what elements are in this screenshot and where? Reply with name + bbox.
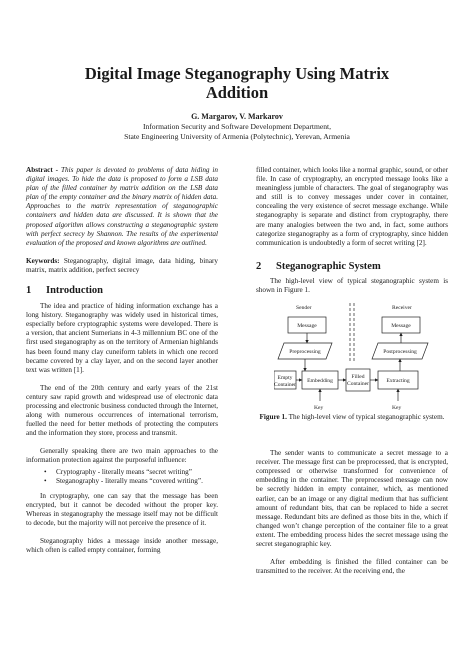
abstract-text: This paper is devoted to problems of data hiding in digital images. To hide the data is proposed to form a LSB data plan of the filled container by matrix addition on the LSB data plan of the empty container and the binary matrix of hidden data. Approaches to the matrix representation of steganographic containers and hidden data are discussed. It is shown that the proposed algorithm allows constructing a steganographic system with perfect secrecy by Shannon. The results of the experimental evaluation of the proposed and known algorithms are outlined. [26, 166, 219, 247]
postprocessing-label: Postprocessing [383, 349, 417, 356]
empty-container-label-2: Container [274, 382, 297, 389]
author-names: G. Margarov, V. Markarov [191, 112, 283, 121]
affiliation-line-2: State Engineering University of Armenia (Polytechnic), Yerevan, Armenia [124, 132, 350, 141]
section-number: 2 [256, 260, 262, 272]
caption-label: Figure 1. [259, 413, 287, 422]
keywords-label: Keywords: [26, 256, 60, 265]
intro-paragraph-4: In cryptography, one can say that the message has been encrypted, but it cannot be decoded without the proper key. Whereas in steganography the message itself may not be difficult to decode, but the majority will not perceive the presence of it. [26, 491, 218, 527]
key-label-receiver: Key [392, 405, 402, 412]
filled-container-label-2: Container [346, 381, 370, 388]
section-heading-steganographic-system [256, 260, 448, 273]
section-title: Introduction [46, 285, 103, 297]
figure-1 [256, 301, 448, 439]
section-title: Steganographic System [276, 260, 381, 272]
intro-paragraph-2: The end of the 20th century and early years of the 21st century saw rapid growth and widespread use of electronic data processing and electronic business conducted through the Internet, along with numerous occurrences of international terrorism, fuelled the need for better methods of protecting the computers and the information they store, process and transmit. [26, 383, 218, 438]
sender-label: Sender [296, 305, 312, 312]
affiliation-line-1: Information Security and Software Development Department, [142, 122, 332, 131]
intro-paragraph-3: Generally speaking there are two main approaches to the information protection against the purposeful influence: [26, 447, 218, 465]
message-label-sender: Message [297, 323, 317, 330]
extracting-label: Extracting [386, 378, 410, 385]
continued-paragraph: filled container, which looks like a normal graphic, sound, or other file. In case of cryptography, an encrypted message looks like a meaningless jumble of characters. The goal of steganography was and still is to convey messages under cover in container, concealing the very existence of secret message exchange. While steganography is separate and distinct from cryptography, there are many analogies between the two and, in fact, some authors categorize steganography as a form of cryptography, since hidden communication is undoubtedly a form of secret writing [2]. [256, 166, 448, 247]
figure-caption [256, 413, 448, 422]
list-item: • Cryptography - literally means “secret writing” [56, 468, 218, 477]
section-number: 1 [26, 285, 32, 297]
left-column [26, 166, 218, 555]
author-block [40, 112, 434, 142]
system-paragraph-2: The sender wants to communicate a secret message to a receiver. The message first can be preprocessed, that is encrypted, compressed or otherwise transformed for convenience of embedding in the container. The preprocessed message can now be secretly hidden in empty container, which, as mentioned earlier, can be an image or any digital medium that has sufficient amount of redundant bits, that can be replaced to hide a secret message. Redundant bits are defined as those bits in the, which if changed won’t change perception of the container file to a great extent. The embedding process hides the secret message using the secret steganographic key. [256, 449, 448, 548]
preprocessing-label: Preprocessing [289, 349, 321, 356]
receiver-label: Receiver [392, 305, 412, 312]
right-column [256, 166, 448, 576]
intro-paragraph-5: Steganography hides a message inside another message, which often is called empty container, forming [26, 537, 218, 555]
key-label-sender: Key [314, 405, 324, 412]
system-paragraph-1: The high-level view of typical steganographic system is shown in Figure 1. [256, 276, 448, 294]
embedding-label: Embedding [307, 378, 333, 385]
caption-text: The high-level view of typical steganographic system. [288, 413, 445, 422]
abstract-label: Abstract - [26, 166, 59, 174]
filled-container-box [346, 369, 370, 391]
abstract [26, 166, 218, 248]
system-paragraph-3: After embedding is finished the filled container can be transmitted to the receiver. At the receiving end, the [256, 558, 448, 576]
paper-title: Digital Image Steganography Using Matrix Addition [84, 64, 390, 102]
message-label-receiver: Message [391, 323, 411, 330]
keywords [26, 257, 218, 275]
section-heading-introduction [26, 284, 218, 297]
intro-paragraph-1: The idea and practice of hiding information exchange has a long history. Steganography was widely used in historical times, especially before cryptographic systems were developed. There is a version, that ancient Sumerians in 4-3 millennium BC one of the first used steganography as on the territory of Armenian highlands has been found many clay cuneiform tablets in which one record became covered by a clay layer, and on the second layer another text was written [1]. [26, 302, 218, 374]
approach-list [26, 468, 218, 486]
filled-container-label-1: Filled [351, 374, 365, 381]
keywords-text: Steganography, digital image, data hiding, binary matrix, matrix addition, perfect secrecy [26, 256, 218, 274]
list-item: • Steganography - literally means “covered writing”. [56, 477, 218, 486]
empty-container-label-1: Empty [277, 375, 293, 382]
